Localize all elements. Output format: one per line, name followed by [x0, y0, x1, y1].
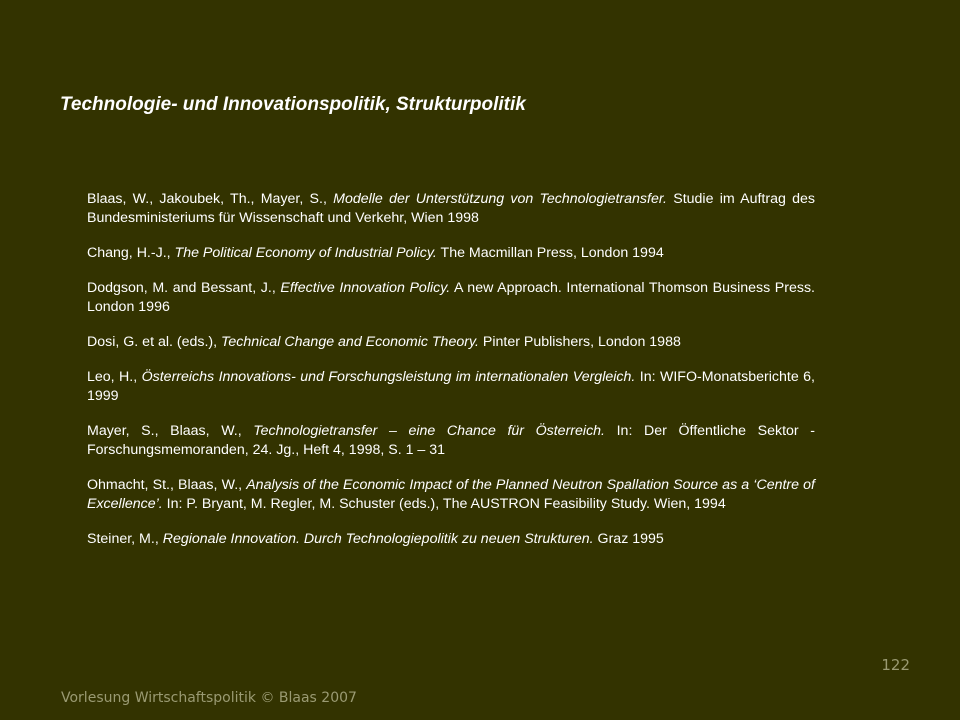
reference-details: In: Der Öffentliche Sektor - Forschungsmemoranden, 24. Jg., Heft 4, 1998, S. 1 – 31 — [87, 423, 815, 458]
page-number: 122 — [881, 656, 910, 674]
reference-title: Technical Change and Economic Theory. — [221, 334, 479, 350]
reference-authors: Steiner, M., — [87, 531, 163, 547]
reference-authors: Ohmacht, St., Blaas, W., — [87, 477, 247, 493]
reference-item — [87, 422, 815, 460]
reference-details: In: WIFO-Monatsberichte 6, 1999 — [87, 369, 815, 404]
reference-item — [87, 368, 815, 406]
reference-title: The Political Economy of Industrial Policy. — [174, 245, 437, 261]
reference-details: Studie im Auftrag des Bundesministeriums für Wissenschaft und Verkehr, Wien 1998 — [87, 191, 815, 226]
reference-title: Analysis of the Economic Impact of the Planned Neutron Spallation Source as a ‘Centre of Excellence’. — [87, 477, 815, 512]
reference-authors: Leo, H., — [87, 369, 142, 385]
reference-title: Effective Innovation Policy. — [280, 280, 451, 296]
reference-details: Pinter Publishers, London 1988 — [478, 334, 681, 350]
reference-title: Modelle der Unterstützung von Technologietransfer. — [333, 191, 667, 207]
reference-title: Regionale Innovation. Durch Technologiepolitik zu neuen Strukturen. — [162, 531, 594, 547]
reference-item — [87, 530, 815, 549]
reference-item — [87, 244, 815, 263]
reference-authors: Mayer, S., Blaas, W., — [87, 423, 254, 439]
reference-list — [87, 190, 815, 565]
slide-footer: Vorlesung Wirtschaftspolitik © Blaas 2007 — [61, 690, 357, 706]
slide-title: Technologie- und Innovationspolitik, Strukturpolitik — [60, 94, 526, 115]
reference-authors: Dosi, G. et al. (eds.), — [87, 334, 222, 350]
reference-title: Technologietransfer – eine Chance für Österreich. — [253, 423, 605, 439]
reference-authors: Blaas, W., Jakoubek, Th., Mayer, S., — [87, 191, 334, 207]
reference-authors: Dodgson, M. and Bessant, J., — [87, 280, 281, 296]
reference-item — [87, 333, 815, 352]
reference-details: In: P. Bryant, M. Regler, M. Schuster (eds.), The AUSTRON Feasibility Study. Wien, 1994 — [162, 496, 726, 512]
reference-item — [87, 279, 815, 317]
reference-title: Österreichs Innovations- und Forschungsleistung im internationalen Vergleich. — [141, 369, 636, 385]
reference-details: A new Approach. International Thomson Business Press. London 1996 — [87, 280, 815, 315]
reference-authors: Chang, H.-J., — [87, 245, 175, 261]
reference-item — [87, 476, 815, 514]
reference-details: Graz 1995 — [593, 531, 664, 547]
reference-item — [87, 190, 815, 228]
reference-details: The Macmillan Press, London 1994 — [436, 245, 664, 261]
